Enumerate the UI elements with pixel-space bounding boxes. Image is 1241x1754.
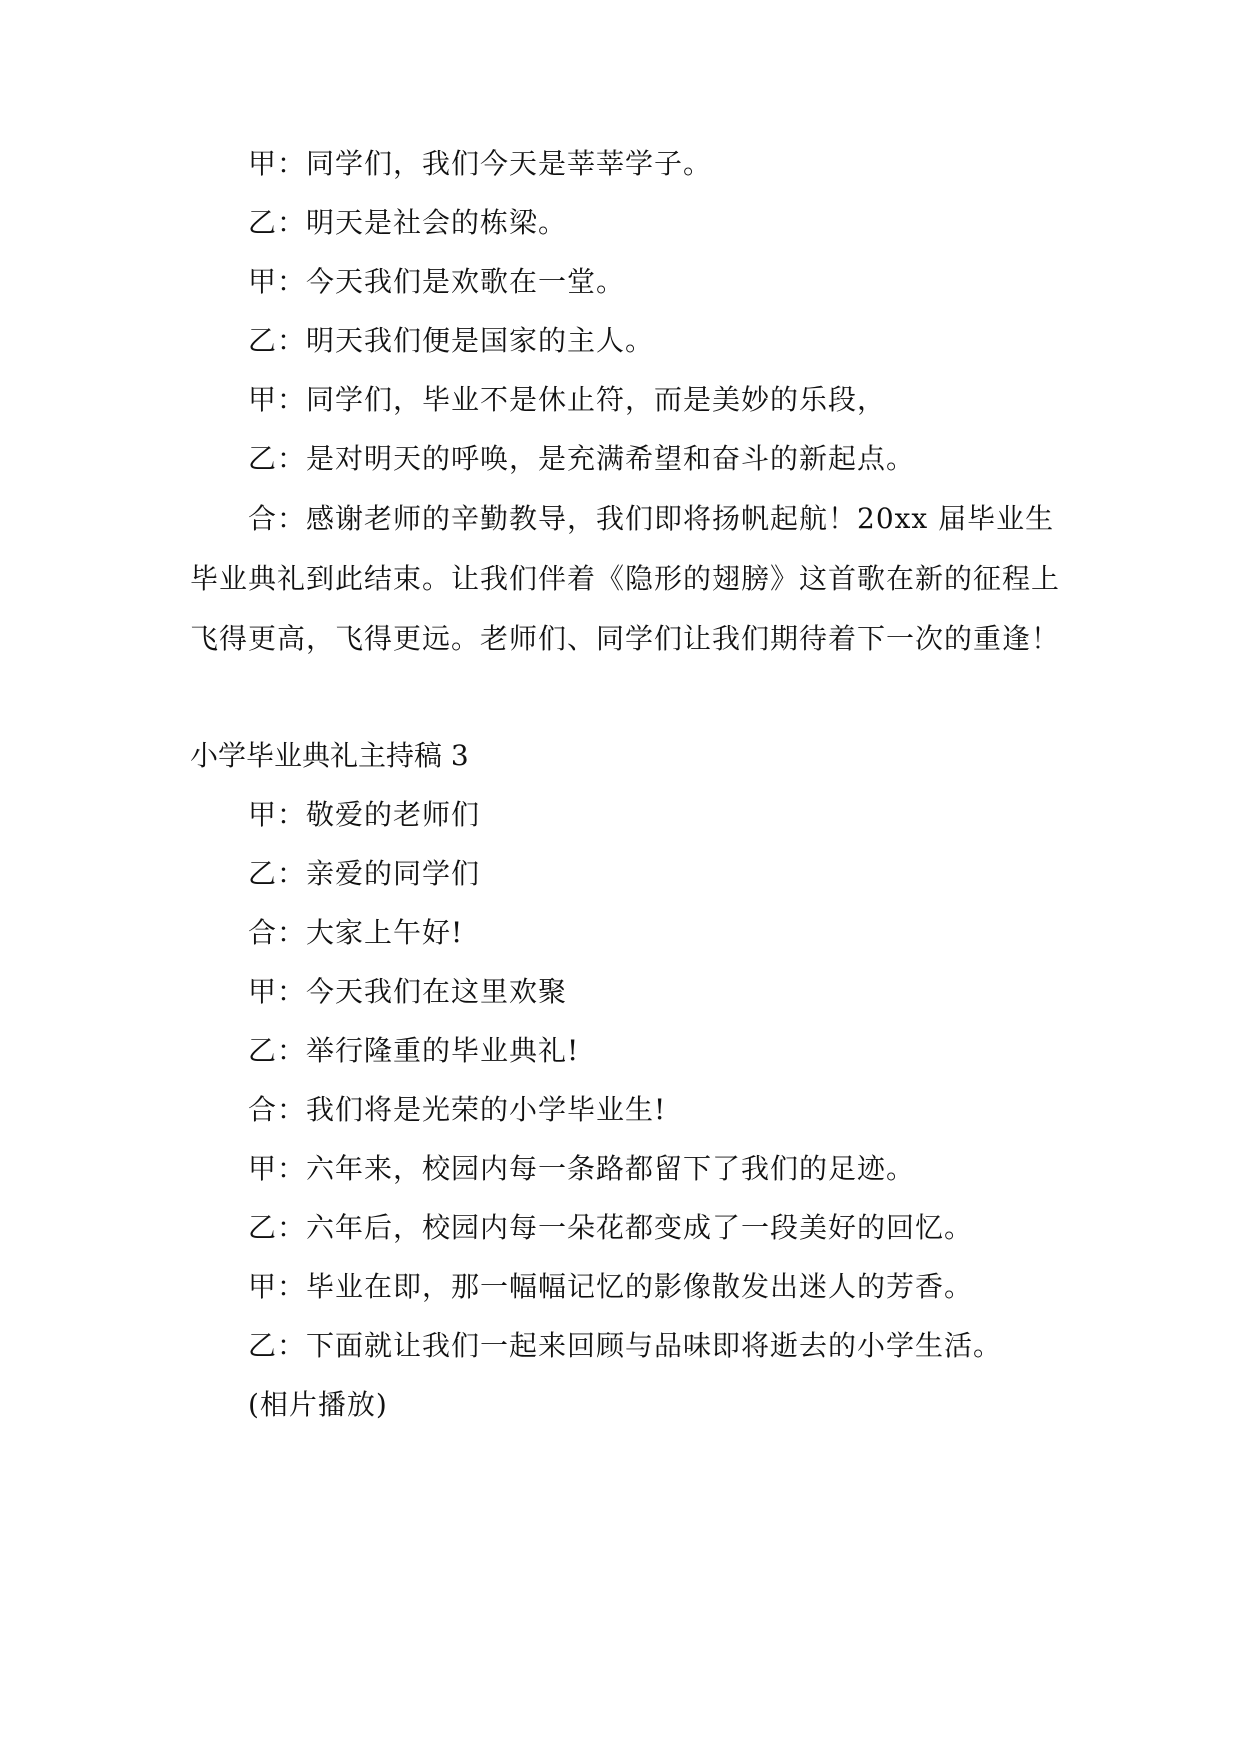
dialogue-line: 乙：亲爱的同学们 [248, 857, 481, 890]
dialogue-line: 乙：六年后，校园内每一朵花都变成了一段美好的回忆。 [248, 1211, 974, 1244]
dialogue-line: 乙：下面就让我们一起来回顾与品味即将逝去的小学生活。 [248, 1329, 1003, 1362]
dialogue-line: 乙：明天是社会的栋梁。 [248, 206, 568, 239]
closing-line: 合：感谢老师的辛勤教导，我们即将扬帆起航！20xx 届毕业生 [248, 502, 1055, 535]
dialogue-line: 甲：同学们，毕业不是休止符，而是美妙的乐段， [248, 383, 887, 416]
dialogue-line: 甲：同学们，我们今天是莘莘学子。 [248, 147, 713, 180]
dialogue-line: 甲：六年来，校园内每一条路都留下了我们的足迹。 [248, 1152, 916, 1185]
closing-line: 毕业典礼到此结束。让我们伴着《隐形的翅膀》这首歌在新的征程上 [190, 562, 1061, 595]
section-title: 小学毕业典礼主持稿 3 [190, 739, 469, 772]
dialogue-line: 乙：明天我们便是国家的主人。 [248, 324, 655, 357]
stage-direction: (相片播放) [248, 1388, 388, 1421]
dialogue-line: 乙：是对明天的呼唤，是充满希望和奋斗的新起点。 [248, 442, 916, 475]
dialogue-line: 合：我们将是光荣的小学毕业生! [248, 1093, 667, 1126]
dialogue-line: 合：大家上午好! [248, 916, 464, 949]
closing-line: 飞得更高，飞得更远。老师们、同学们让我们期待着下一次的重逢！ [190, 622, 1061, 655]
dialogue-line: 甲：毕业在即，那一幅幅记忆的影像散发出迷人的芳香。 [248, 1270, 974, 1303]
dialogue-line: 甲：今天我们是欢歌在一堂。 [248, 265, 626, 298]
dialogue-line: 甲：今天我们在这里欢聚 [248, 975, 568, 1008]
dialogue-line: 甲：敬爱的老师们 [248, 798, 481, 831]
dialogue-line: 乙：举行隆重的毕业典礼! [248, 1034, 580, 1067]
